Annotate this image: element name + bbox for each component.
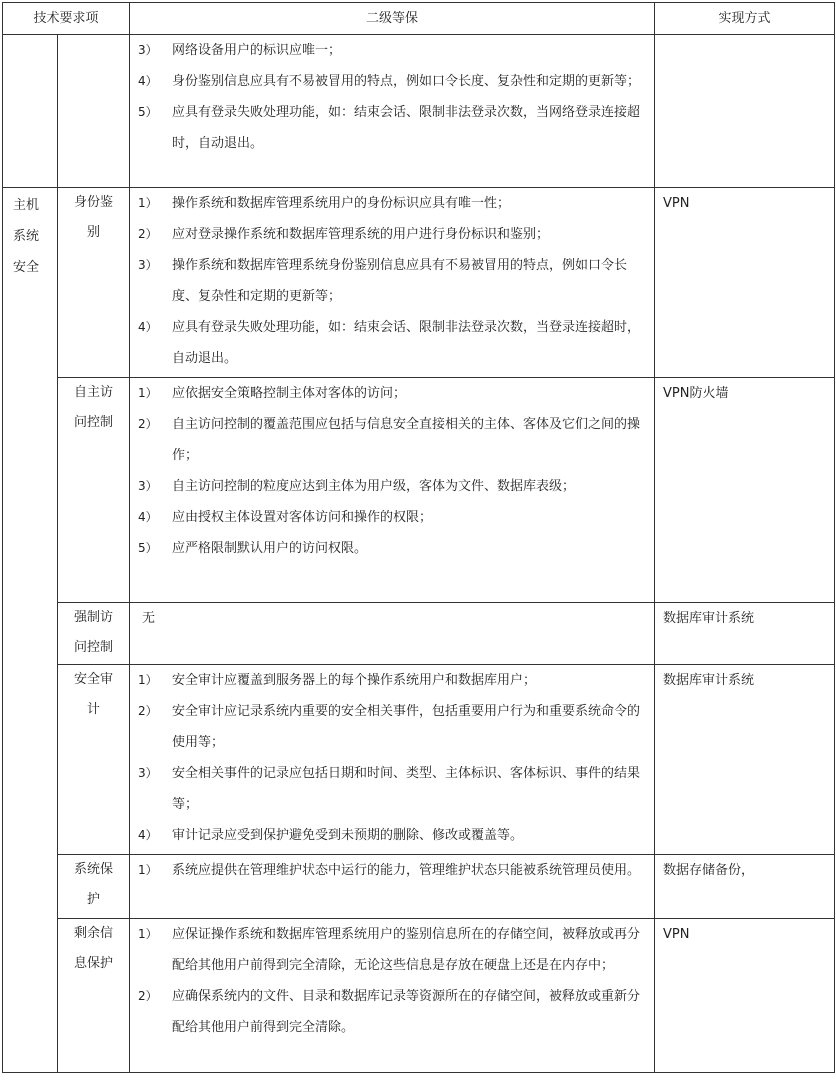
item-text: 应确保系统内的文件、目录和数据库记录等资源所在的存储空间，被释放或重新分配给其他用户前得到完全清除。 xyxy=(172,989,641,1035)
category-cell-empty xyxy=(3,35,58,188)
header-row xyxy=(3,3,835,35)
item-number: 1） xyxy=(138,927,158,941)
list-item xyxy=(136,66,654,97)
method-cell: 数据库审计系统 xyxy=(655,665,835,855)
list-item xyxy=(136,855,654,886)
item-text: 审计记录应受到保护避免受到未预期的删除、修改或覆盖等。 xyxy=(172,828,524,843)
table-row xyxy=(3,603,835,665)
list-item xyxy=(136,312,654,374)
list-item xyxy=(136,378,654,409)
item-number: 4） xyxy=(138,510,158,524)
table-row xyxy=(3,919,835,1073)
list-item xyxy=(136,665,654,696)
subcategory-label: 系统保护 xyxy=(73,862,113,907)
list-item xyxy=(136,502,654,533)
item-number: 3） xyxy=(138,258,158,272)
subcategory-label: 剩余信息保护 xyxy=(73,926,113,971)
item-text: 操作系统和数据库管理系统用户的身份标识应具有唯一性； xyxy=(172,196,511,211)
item-text: 安全审计应记录系统内重要的安全相关事件，包括重要用户行为和重要系统命令的使用等； xyxy=(172,704,641,750)
subcategory-label: 身份鉴别 xyxy=(73,195,113,240)
subcategory-cell xyxy=(58,603,130,665)
requirement-list xyxy=(130,378,655,603)
requirement-list xyxy=(130,35,655,188)
item-number: 2） xyxy=(138,417,158,431)
table-row xyxy=(3,855,835,919)
item-text: 安全相关事件的记录应包括日期和时间、类型、主体标识、客体标识、事件的结果等； xyxy=(172,766,641,812)
item-number: 5） xyxy=(138,105,158,119)
category-cell xyxy=(3,188,58,1073)
item-number: 1） xyxy=(138,673,158,687)
item-text: 应具有登录失败处理功能，如：结束会话、限制非法登录次数，当网络登录连接超时，自动退出。 xyxy=(172,105,641,151)
item-number: 3） xyxy=(138,766,158,780)
method-cell: 数据库审计系统 xyxy=(655,603,835,665)
method-cell: 数据存储备份， xyxy=(655,855,835,919)
table-row xyxy=(3,378,835,603)
requirement-plain: 无 xyxy=(130,603,655,665)
list-item xyxy=(136,409,654,471)
item-text: 应具有登录失败处理功能，如：结束会话、限制非法登录次数，当登录连接超时，自动退出。 xyxy=(172,320,641,366)
table-row-continued xyxy=(3,35,835,188)
method-cell: VPN xyxy=(655,188,835,378)
item-number: 3） xyxy=(138,43,158,57)
item-text: 应由授权主体设置对客体访问和操作的权限； xyxy=(172,510,433,525)
item-number: 2） xyxy=(138,989,158,1003)
item-text: 网络设备用户的标识应唯一； xyxy=(172,43,342,58)
method-cell: VPN xyxy=(655,919,835,1073)
subcategory-cell xyxy=(58,378,130,603)
list-item xyxy=(136,919,654,981)
list-item xyxy=(136,188,654,219)
item-text: 安全审计应覆盖到服务器上的每个操作系统用户和数据库用户； xyxy=(172,673,537,688)
item-text: 应依据安全策略控制主体对客体的访问； xyxy=(172,386,407,401)
item-number: 5） xyxy=(138,541,158,555)
item-text: 自主访问控制的粒度应达到主体为用户级，客体为文件、数据库表级； xyxy=(172,479,576,494)
item-number: 1） xyxy=(138,196,158,210)
category-label: 主机系统安全 xyxy=(13,198,40,275)
list-item xyxy=(136,35,654,66)
item-text: 应严格限制默认用户的访问权限。 xyxy=(172,541,368,556)
subcategory-label: 强制访问控制 xyxy=(73,610,113,655)
header-level: 二级等保 xyxy=(130,3,655,35)
method-cell: VPN防火墙 xyxy=(655,378,835,603)
item-text: 自主访问控制的覆盖范围应包括与信息安全直接相关的主体、客体及它们之间的操作； xyxy=(172,417,641,463)
list-item xyxy=(136,696,654,758)
item-text: 应保证操作系统和数据库管理系统用户的鉴别信息所在的存储空间，被释放或再分配给其他用户前得到完全清除，无论这些信息是存放在硬盘上还是在内存中； xyxy=(172,927,641,973)
requirement-list xyxy=(130,855,655,919)
item-number: 2） xyxy=(138,227,158,241)
header-category: 技术要求项 xyxy=(3,3,130,35)
item-text: 系统应提供在管理维护状态中运行的能力，管理维护状态只能被系统管理员使用。 xyxy=(172,863,641,878)
method-cell xyxy=(655,35,835,188)
list-item xyxy=(136,250,654,312)
requirement-list xyxy=(130,188,655,378)
subcategory-label: 安全审计 xyxy=(73,672,113,717)
item-text: 身份鉴别信息应具有不易被冒用的特点，例如口令长度、复杂性和定期的更新等； xyxy=(172,74,641,89)
list-item xyxy=(136,471,654,502)
item-number: 4） xyxy=(138,320,158,334)
list-item xyxy=(136,97,654,159)
item-number: 3） xyxy=(138,479,158,493)
item-number: 4） xyxy=(138,828,158,842)
item-number: 4） xyxy=(138,74,158,88)
item-number: 2） xyxy=(138,704,158,718)
item-text: 操作系统和数据库管理系统身份鉴别信息应具有不易被冒用的特点，例如口令长度、复杂性和定期的更新等； xyxy=(172,258,628,304)
list-item xyxy=(136,981,654,1043)
item-number: 1） xyxy=(138,863,158,877)
subcategory-cell xyxy=(58,665,130,855)
list-item xyxy=(136,533,654,564)
subcategory-label: 自主访问控制 xyxy=(73,385,113,430)
subcategory-cell-empty xyxy=(58,35,130,188)
table-row xyxy=(3,188,835,378)
subcategory-cell xyxy=(58,919,130,1073)
table-body xyxy=(3,35,835,1073)
header-method: 实现方式 xyxy=(655,3,835,35)
list-item xyxy=(136,820,654,851)
subcategory-cell xyxy=(58,855,130,919)
requirements-table xyxy=(2,2,835,1073)
list-item xyxy=(136,219,654,250)
requirement-list xyxy=(130,665,655,855)
list-item xyxy=(136,758,654,820)
subcategory-cell xyxy=(58,188,130,378)
item-number: 1） xyxy=(138,386,158,400)
requirement-list xyxy=(130,919,655,1073)
table-row xyxy=(3,665,835,855)
item-text: 应对登录操作系统和数据库管理系统的用户进行身份标识和鉴别； xyxy=(172,227,550,242)
